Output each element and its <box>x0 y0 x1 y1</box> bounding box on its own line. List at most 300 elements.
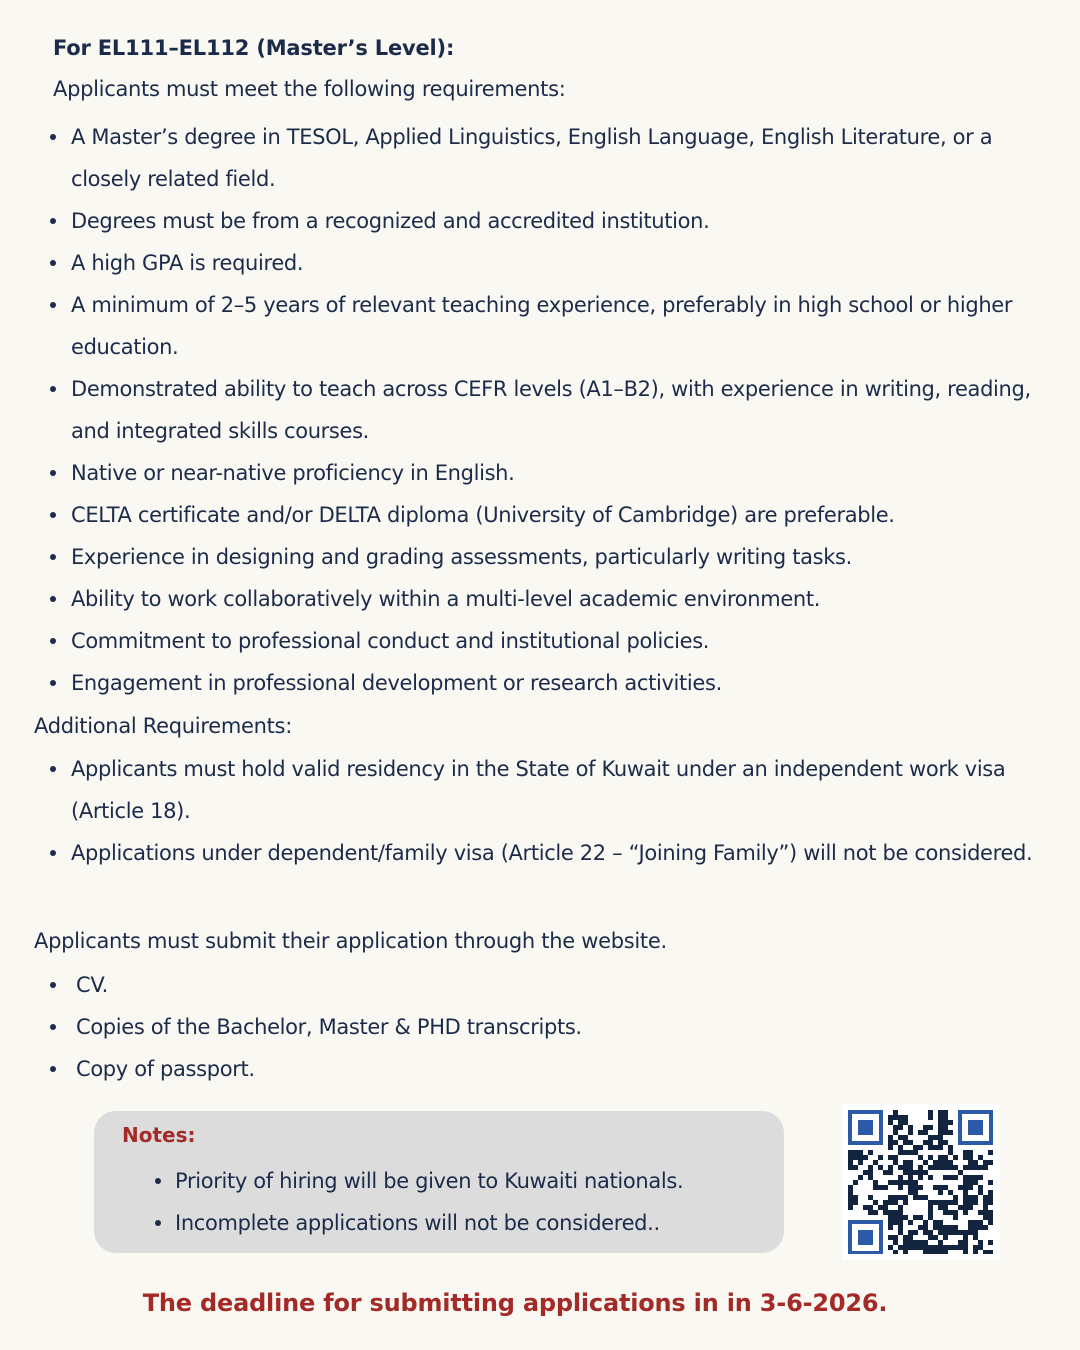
qr-module <box>918 1145 923 1150</box>
qr-module <box>938 1190 943 1195</box>
qr-module <box>953 1215 958 1220</box>
qr-module <box>968 1185 973 1190</box>
qr-module <box>938 1145 943 1150</box>
qr-module <box>938 1200 943 1205</box>
qr-module <box>908 1180 913 1185</box>
qr-module <box>933 1225 938 1230</box>
qr-module <box>983 1165 988 1170</box>
qr-module <box>918 1195 923 1200</box>
qr-module <box>973 1165 978 1170</box>
qr-module <box>913 1180 918 1185</box>
qr-module <box>968 1165 973 1170</box>
qr-module <box>918 1225 923 1230</box>
qr-module <box>948 1120 953 1125</box>
qr-module <box>943 1120 948 1125</box>
requirement-item: CELTA certificate and/or DELTA diploma (University of Cambridge) are preferable. <box>35 494 1060 536</box>
qr-module <box>908 1170 913 1175</box>
requirements-list <box>35 116 1060 704</box>
qr-module <box>908 1235 913 1240</box>
qr-module <box>943 1225 948 1230</box>
qr-module <box>988 1250 993 1254</box>
qr-module <box>968 1195 973 1200</box>
qr-module <box>908 1185 913 1190</box>
qr-module <box>903 1180 908 1185</box>
qr-module <box>948 1145 953 1150</box>
qr-module <box>868 1195 873 1200</box>
qr-module <box>893 1155 898 1160</box>
qr-module <box>898 1210 903 1215</box>
qr-module <box>988 1215 993 1220</box>
requirement-item: A minimum of 2–5 years of relevant teaching experience, preferably in high school or higher education. <box>35 284 1060 368</box>
qr-module <box>963 1230 968 1235</box>
qr-module <box>883 1170 888 1175</box>
qr-module <box>938 1120 943 1125</box>
qr-module <box>888 1210 893 1215</box>
qr-module <box>893 1215 898 1220</box>
qr-module <box>868 1170 873 1175</box>
qr-module <box>883 1210 888 1215</box>
qr-module <box>903 1200 908 1205</box>
qr-module <box>918 1170 923 1175</box>
requirement-item: A Master’s degree in TESOL, Applied Linguistics, English Language, English Literature, or a closely related field. <box>35 116 1060 200</box>
qr-module <box>968 1155 973 1160</box>
qr-module <box>928 1245 933 1250</box>
qr-module <box>933 1135 938 1140</box>
qr-module <box>888 1200 893 1205</box>
qr-module <box>938 1240 943 1245</box>
qr-module <box>923 1160 928 1165</box>
qr-module <box>983 1205 988 1210</box>
qr-module <box>868 1175 873 1180</box>
qr-module <box>893 1250 898 1254</box>
documents-list <box>35 964 835 1090</box>
qr-module <box>898 1180 903 1185</box>
qr-module <box>893 1160 898 1165</box>
qr-module <box>933 1160 938 1165</box>
qr-module <box>888 1115 893 1120</box>
qr-module <box>893 1130 898 1135</box>
qr-module <box>923 1140 928 1145</box>
requirement-item: Commitment to professional conduct and institutional policies. <box>35 620 1060 662</box>
qr-module <box>888 1165 893 1170</box>
qr-module <box>973 1200 978 1205</box>
qr-module <box>928 1110 933 1115</box>
qr-module <box>983 1250 988 1254</box>
requirement-item: Experience in designing and grading assessments, particularly writing tasks. <box>35 536 1060 578</box>
qr-module <box>953 1195 958 1200</box>
qr-module <box>988 1160 993 1165</box>
qr-module <box>903 1240 908 1245</box>
qr-module <box>908 1160 913 1165</box>
qr-module <box>958 1240 963 1245</box>
qr-module <box>933 1145 938 1150</box>
qr-module <box>948 1210 953 1215</box>
qr-module <box>983 1210 988 1215</box>
qr-module <box>903 1245 908 1250</box>
qr-module <box>893 1200 898 1205</box>
qr-module <box>973 1160 978 1165</box>
requirement-item: Degrees must be from a recognized and accredited institution. <box>35 200 1060 242</box>
qr-module <box>898 1215 903 1220</box>
qr-module <box>918 1185 923 1190</box>
qr-module <box>898 1145 903 1150</box>
qr-module <box>943 1125 948 1130</box>
qr-module <box>953 1165 958 1170</box>
qr-module <box>978 1165 983 1170</box>
note-item: Incomplete applications will not be considered.. <box>139 1202 779 1244</box>
qr-module <box>948 1245 953 1250</box>
qr-module <box>963 1165 968 1170</box>
qr-module <box>978 1240 983 1245</box>
qr-module <box>978 1220 983 1225</box>
qr-module <box>913 1170 918 1175</box>
qr-module <box>973 1195 978 1200</box>
qr-module <box>953 1230 958 1235</box>
qr-module <box>923 1245 928 1250</box>
qr-module <box>918 1215 923 1220</box>
qr-module <box>888 1220 893 1225</box>
qr-module <box>973 1235 978 1240</box>
additional-requirements-list <box>35 748 1060 874</box>
qr-module <box>938 1185 943 1190</box>
qr-module <box>888 1135 893 1140</box>
qr-module <box>858 1160 863 1165</box>
qr-module <box>878 1165 883 1170</box>
qr-module <box>893 1180 898 1185</box>
qr-module <box>953 1210 958 1215</box>
qr-module <box>943 1115 948 1120</box>
qr-module <box>943 1175 948 1180</box>
qr-module <box>978 1190 983 1195</box>
qr-module <box>903 1140 908 1145</box>
qr-module <box>978 1225 983 1230</box>
qr-module <box>983 1215 988 1220</box>
qr-module <box>863 1170 868 1175</box>
qr-module <box>943 1140 948 1145</box>
qr-module <box>923 1125 928 1130</box>
qr-module <box>963 1180 968 1185</box>
qr-module <box>943 1200 948 1205</box>
qr-module <box>938 1225 943 1230</box>
qr-module <box>863 1155 868 1160</box>
requirement-item: Ability to work collaboratively within a multi-level academic environment. <box>35 578 1060 620</box>
qr-module <box>953 1175 958 1180</box>
qr-module <box>943 1165 948 1170</box>
qr-module <box>963 1245 968 1250</box>
qr-module <box>898 1245 903 1250</box>
deadline-text: The deadline for submitting applications in in 3-6-2026. <box>142 1289 888 1317</box>
qr-module <box>928 1125 933 1130</box>
qr-module <box>853 1200 858 1205</box>
qr-module <box>988 1240 993 1245</box>
qr-module <box>968 1180 973 1185</box>
qr-module <box>943 1250 948 1254</box>
qr-module <box>888 1245 893 1250</box>
requirement-item: Native or near-native proficiency in English. <box>35 452 1060 494</box>
qr-module <box>973 1180 978 1185</box>
qr-module <box>933 1220 938 1225</box>
qr-module <box>848 1190 853 1195</box>
qr-module <box>908 1230 913 1235</box>
additional-requirement-item: Applicants must hold valid residency in the State of Kuwait under an independent work visa (Article 18). <box>35 748 1060 832</box>
qr-module <box>903 1115 908 1120</box>
qr-module <box>968 1200 973 1205</box>
additional-requirement-item: Applications under dependent/family visa (Article 22 – “Joining Family”) will not be considered. <box>35 832 1060 874</box>
qr-module <box>928 1165 933 1170</box>
qr-module <box>908 1220 913 1225</box>
qr-module <box>963 1200 968 1205</box>
qr-code-icon[interactable] <box>842 1104 1000 1260</box>
qr-module <box>928 1155 933 1160</box>
qr-module <box>848 1200 853 1205</box>
requirement-item: Engagement in professional development or research activities. <box>35 662 1060 704</box>
qr-module <box>973 1230 978 1235</box>
qr-module <box>903 1235 908 1240</box>
qr-module <box>943 1155 948 1160</box>
qr-module <box>848 1195 853 1200</box>
qr-module <box>913 1185 918 1190</box>
qr-module <box>938 1155 943 1160</box>
qr-module <box>853 1165 858 1170</box>
qr-module <box>928 1140 933 1145</box>
qr-module <box>913 1240 918 1245</box>
qr-module <box>883 1205 888 1210</box>
qr-module <box>973 1245 978 1250</box>
qr-module <box>938 1125 943 1130</box>
qr-module <box>908 1140 913 1145</box>
qr-module <box>848 1185 853 1190</box>
qr-module <box>948 1165 953 1170</box>
qr-module <box>873 1185 878 1190</box>
qr-module <box>938 1115 943 1120</box>
qr-module <box>938 1165 943 1170</box>
qr-module <box>958 1205 963 1210</box>
qr-module <box>898 1165 903 1170</box>
qr-module <box>888 1195 893 1200</box>
qr-module <box>898 1175 903 1180</box>
qr-module <box>968 1205 973 1210</box>
qr-module <box>878 1155 883 1160</box>
note-item: Priority of hiring will be given to Kuwaiti nationals. <box>139 1160 779 1202</box>
qr-module <box>943 1235 948 1240</box>
notes-box <box>94 1111 784 1253</box>
qr-module <box>933 1250 938 1254</box>
qr-module <box>868 1205 873 1210</box>
qr-module <box>898 1230 903 1235</box>
qr-module <box>913 1190 918 1195</box>
qr-module <box>958 1170 963 1175</box>
qr-module <box>943 1210 948 1215</box>
qr-module <box>918 1245 923 1250</box>
qr-module <box>933 1185 938 1190</box>
qr-module <box>943 1130 948 1135</box>
qr-module <box>908 1125 913 1130</box>
qr-module <box>978 1185 983 1190</box>
qr-module <box>888 1120 893 1125</box>
qr-code-graphic <box>848 1110 994 1254</box>
qr-module <box>898 1195 903 1200</box>
qr-module <box>938 1205 943 1210</box>
qr-module <box>973 1175 978 1180</box>
qr-module <box>893 1220 898 1225</box>
qr-module <box>918 1165 923 1170</box>
qr-module <box>948 1150 953 1155</box>
qr-module <box>963 1240 968 1245</box>
qr-module <box>943 1230 948 1235</box>
qr-module <box>918 1130 923 1135</box>
qr-module <box>988 1220 993 1225</box>
qr-module <box>948 1160 953 1165</box>
qr-module <box>928 1235 933 1240</box>
qr-module <box>908 1130 913 1135</box>
qr-module <box>908 1245 913 1250</box>
qr-module <box>888 1155 893 1160</box>
qr-module <box>913 1150 918 1155</box>
qr-module <box>868 1165 873 1170</box>
section-heading: For EL111–EL112 (Master’s Level): <box>53 36 455 60</box>
qr-module <box>883 1185 888 1190</box>
requirement-item: A high GPA is required. <box>35 242 1060 284</box>
qr-module <box>858 1155 863 1160</box>
qr-module <box>903 1120 908 1125</box>
qr-module <box>923 1225 928 1230</box>
qr-module <box>888 1145 893 1150</box>
qr-module <box>868 1150 873 1155</box>
qr-finder-inner <box>858 1120 873 1135</box>
qr-module <box>888 1180 893 1185</box>
qr-module <box>928 1205 933 1210</box>
qr-module <box>898 1220 903 1225</box>
qr-module <box>953 1155 958 1160</box>
qr-module <box>908 1150 913 1155</box>
notes-list <box>139 1160 779 1244</box>
qr-module <box>913 1245 918 1250</box>
qr-module <box>898 1135 903 1140</box>
submit-instructions: Applicants must submit their application through the website. <box>34 929 667 953</box>
qr-module <box>943 1205 948 1210</box>
qr-module <box>938 1160 943 1165</box>
qr-module <box>908 1240 913 1245</box>
qr-module <box>978 1155 983 1160</box>
qr-module <box>963 1150 968 1155</box>
qr-module <box>958 1230 963 1235</box>
qr-module <box>888 1170 893 1175</box>
qr-module <box>893 1240 898 1245</box>
qr-module <box>903 1150 908 1155</box>
qr-finder-inner <box>968 1120 983 1135</box>
qr-module <box>853 1180 858 1185</box>
qr-module <box>928 1200 933 1205</box>
qr-module <box>848 1155 853 1160</box>
qr-module <box>938 1220 943 1225</box>
qr-finder-inner <box>858 1230 873 1245</box>
qr-module <box>978 1210 983 1215</box>
qr-module <box>848 1150 853 1155</box>
qr-module <box>953 1225 958 1230</box>
qr-module <box>893 1235 898 1240</box>
qr-module <box>948 1190 953 1195</box>
qr-module <box>883 1200 888 1205</box>
qr-module <box>903 1160 908 1165</box>
qr-module <box>858 1150 863 1155</box>
qr-module <box>888 1215 893 1220</box>
qr-module <box>918 1155 923 1160</box>
qr-module <box>853 1150 858 1155</box>
qr-module <box>913 1195 918 1200</box>
qr-module <box>973 1225 978 1230</box>
qr-module <box>918 1175 923 1180</box>
qr-module <box>968 1225 973 1230</box>
qr-module <box>908 1190 913 1195</box>
document-item: Copy of passport. <box>35 1048 835 1090</box>
additional-requirements-title: Additional Requirements: <box>34 714 292 738</box>
qr-module <box>923 1130 928 1135</box>
qr-module <box>973 1220 978 1225</box>
qr-module <box>908 1175 913 1180</box>
qr-module <box>923 1250 928 1254</box>
qr-module <box>923 1170 928 1175</box>
requirement-item: Demonstrated ability to teach across CEFR levels (A1–B2), with experience in writing, reading, and integrated skills courses. <box>35 368 1060 452</box>
qr-module <box>888 1235 893 1240</box>
qr-module <box>898 1205 903 1210</box>
qr-module <box>963 1175 968 1180</box>
qr-module <box>898 1185 903 1190</box>
qr-module <box>923 1195 928 1200</box>
qr-module <box>973 1250 978 1254</box>
qr-module <box>963 1235 968 1240</box>
qr-module <box>848 1205 853 1210</box>
qr-module <box>888 1225 893 1230</box>
qr-module <box>933 1235 938 1240</box>
qr-module <box>913 1230 918 1235</box>
qr-module <box>873 1210 878 1215</box>
qr-module <box>898 1125 903 1130</box>
qr-module <box>893 1110 898 1115</box>
qr-module <box>933 1165 938 1170</box>
qr-module <box>983 1160 988 1165</box>
qr-module <box>988 1210 993 1215</box>
notes-title: Notes: <box>122 1123 196 1147</box>
qr-module <box>988 1150 993 1155</box>
qr-module <box>988 1180 993 1185</box>
qr-module <box>873 1180 878 1185</box>
qr-module <box>948 1200 953 1205</box>
qr-module <box>903 1250 908 1254</box>
qr-module <box>933 1245 938 1250</box>
qr-module <box>938 1140 943 1145</box>
qr-module <box>848 1165 853 1170</box>
qr-module <box>913 1145 918 1150</box>
qr-module <box>898 1115 903 1120</box>
qr-module <box>948 1230 953 1235</box>
qr-module <box>968 1220 973 1225</box>
qr-module <box>938 1250 943 1254</box>
qr-module <box>903 1215 908 1220</box>
qr-module <box>848 1160 853 1165</box>
qr-module <box>903 1195 908 1200</box>
qr-module <box>933 1200 938 1205</box>
qr-module <box>923 1220 928 1225</box>
qr-module <box>963 1250 968 1254</box>
qr-module <box>928 1230 933 1235</box>
qr-module <box>963 1195 968 1200</box>
qr-module <box>943 1185 948 1190</box>
qr-module <box>948 1175 953 1180</box>
qr-module <box>968 1175 973 1180</box>
qr-module <box>928 1175 933 1180</box>
intro-text: Applicants must meet the following requirements: <box>53 77 566 101</box>
qr-module <box>923 1230 928 1235</box>
